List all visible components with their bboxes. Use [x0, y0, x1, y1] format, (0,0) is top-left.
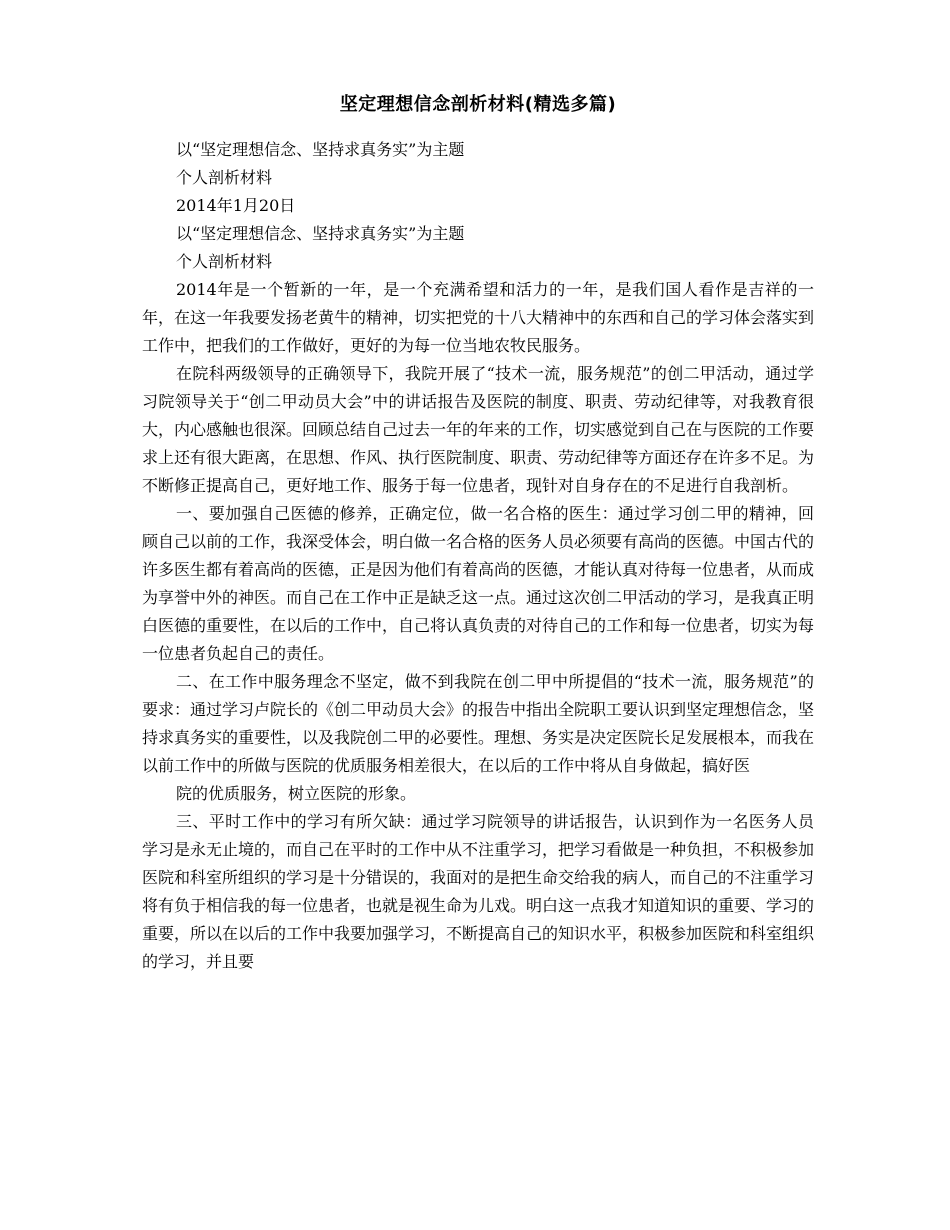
document-body [142, 276, 814, 976]
paragraph-section-three: 三、平时工作中的学习有所欠缺：通过学习院领导的讲话报告，认识到作为一名医务人员学习是永无止境的，而自己在平时的工作中从不注重学习，把学习看做是一种负担，不积极参加医院和科室所组织的学习是十分错误的，我面对的是把生命交给我的病人，而自己的不注重学习将有负于相信我的每一位患者，也就是视生命为儿戏。明白这一点我才知道知识的重要、学习的重要，所以在以后的工作中我要加强学习，不断提高自己的知识水平，积极参加医院和科室组织的学习，并且要 [142, 812, 815, 971]
header-line-subtitle: 个人剖析材料 [176, 168, 273, 187]
header-line-theme: 以“坚定理想信念、坚持求真务实”为主题 [176, 140, 465, 159]
document-page [142, 92, 814, 976]
header-line-theme-repeat: 以“坚定理想信念、坚持求真务实”为主题 [176, 224, 465, 243]
paragraph-background: 在院科两级领导的正确领导下，我院开展了“技术一流，服务规范”的创二甲活动，通过学习院领导关于“创二甲动员大会”中的讲话报告及医院的制度、职责、劳动纪律等，对我教育很大，内心感触也很深。回顾总结自己过去一年的年来的工作，切实感觉到自己在与医院的工作要求上还有很大距离，在思想、作风、执行医院制度、职责、劳动纪律等方面还存在许多不足。为不断修正提高自己，更好地工作、服务于每一位患者，现针对自身存在的不足进行自我剖析。 [142, 364, 815, 495]
paragraph-intro: 2014年是一个暂新的一年，是一个充满希望和活力的一年，是我们国人看作是吉祥的一年，在这一年我要发扬老黄牛的精神，切实把党的十八大精神中的东西和自己的学习体会落实到工作中，把我们的工作做好，更好的为每一位当地农牧民服务。 [142, 280, 815, 355]
paragraph-section-two-continued: 院的优质服务，树立医院的形象。 [176, 784, 417, 803]
paragraph-section-one: 一、要加强自己医德的修养，正确定位，做一名合格的医生：通过学习创二甲的精神，回顾自己以前的工作，我深受体会，明白做一名合格的医务人员必须要有高尚的医德。中国古代的许多医生都有着高尚的医德，正是因为他们有着高尚的医德，才能认真对待每一位患者，从而成为享誉中外的神医。而自己在工作中正是缺乏这一点。通过这次创二甲活动的学习，是我真正明白医德的重要性，在以后的工作中，自己将认真负责的对待自己的工作和每一位患者，切实为每一位患者负起自己的责任。 [142, 504, 815, 663]
header-line-subtitle-repeat: 个人剖析材料 [176, 252, 273, 271]
header-line-date: 2014年1月20日 [176, 196, 296, 215]
document-title: 坚定理想信念剖析材料(精选多篇) [339, 94, 617, 115]
paragraph-section-two: 二、在工作中服务理念不坚定，做不到我院在创二甲中所提倡的“技术一流，服务规范”的要求：通过学习卢院长的《创二甲动员大会》的报告中指出全院职工要认识到坚定理想信念，坚持求真务实的重要性，以及我院创二甲的必要性。理想、务实是决定医院长足发展根本，而我在以前工作中的所做与医院的优质服务相差很大，在以后的工作中将从自身做起，搞好医 [142, 672, 815, 775]
